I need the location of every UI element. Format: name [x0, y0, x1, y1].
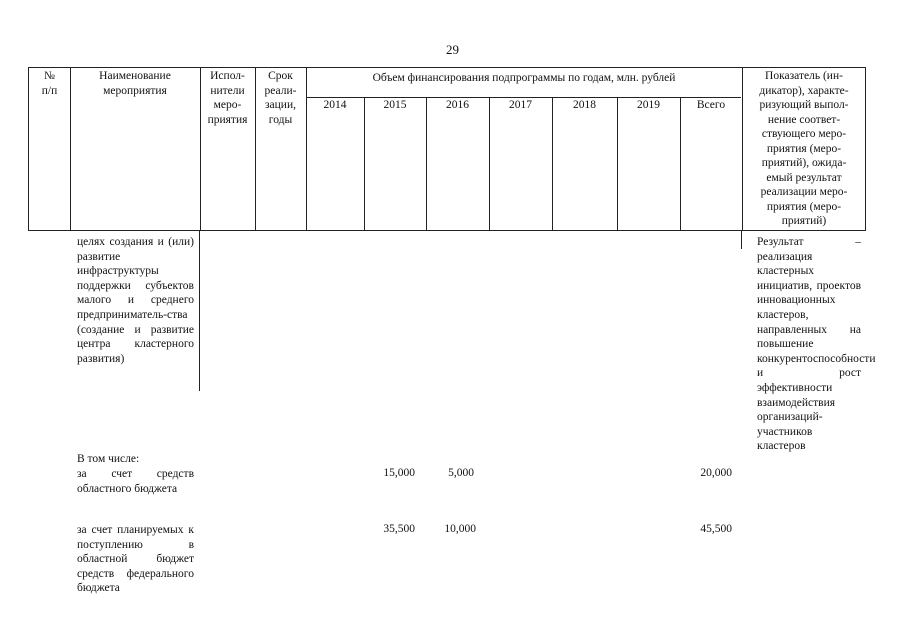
- year-header-divider: [306, 97, 741, 98]
- column-divider: [199, 231, 200, 391]
- header-activity-name: Наименование мероприятия: [99, 70, 171, 97]
- column-divider: [741, 231, 742, 249]
- row-regional-budget-2015: 15,000: [383, 467, 415, 479]
- year-divider: [617, 97, 618, 230]
- header-indicator: Показатель (ин- дикатор), характе- ризующий выпол- нение соответ- ствующего меро- приятия (меро- приятий), ожида- емый результат реализации меро- приятия (меро- приятий): [759, 70, 849, 227]
- year-divider: [489, 97, 490, 230]
- year-2015: 2015: [383, 99, 407, 111]
- year-2014: 2014: [323, 99, 347, 111]
- table-header: [28, 67, 866, 231]
- year-divider: [364, 97, 365, 230]
- year-2017: 2017: [509, 99, 532, 111]
- row-federal-budget-label: за счет планируемых к поступлению в областной бюджет средств федерального бюджета: [77, 524, 194, 595]
- year-2016: 2016: [446, 99, 469, 111]
- including-label: В том числе:: [77, 453, 140, 465]
- row-regional-budget-label: за счет средств областного бюджета: [77, 468, 194, 495]
- page-number: 29: [446, 42, 459, 57]
- activity-name-continued: целях создания и (или) развитие инфраструктуры поддержки субъектов малого и среднего предприниматель-ства (создание и развитие центра кластерного развития): [77, 236, 194, 365]
- header-executors: Испол- нители меро- приятия: [207, 70, 248, 126]
- year-2018: 2018: [573, 99, 596, 111]
- expected-result: Результат – реализация кластерных инициатив, проектов инновационных кластеров, направленных на повышение конкурентоспособности и рост эффективности взаимодействия организаций-участников кластеров: [757, 236, 876, 453]
- year-2019: 2019: [637, 99, 660, 111]
- header-funding: Объем финансирования подпрограммы по годам, млн. рублей: [372, 72, 676, 84]
- header-number: № п/п: [41, 70, 58, 97]
- year-total: Всего: [696, 99, 726, 111]
- year-divider: [552, 97, 553, 230]
- row-federal-budget-total: 45,500: [700, 523, 732, 535]
- year-divider: [680, 97, 681, 230]
- row-regional-budget-total: 20,000: [700, 467, 732, 479]
- row-regional-budget-2016: 5,000: [448, 467, 474, 479]
- row-federal-budget-2015: 35,500: [383, 523, 415, 535]
- row-federal-budget-2016: 10,000: [444, 523, 476, 535]
- column-divider: [306, 68, 307, 230]
- year-divider: [426, 97, 427, 230]
- header-term: Срок реали- зации, годы: [264, 70, 297, 126]
